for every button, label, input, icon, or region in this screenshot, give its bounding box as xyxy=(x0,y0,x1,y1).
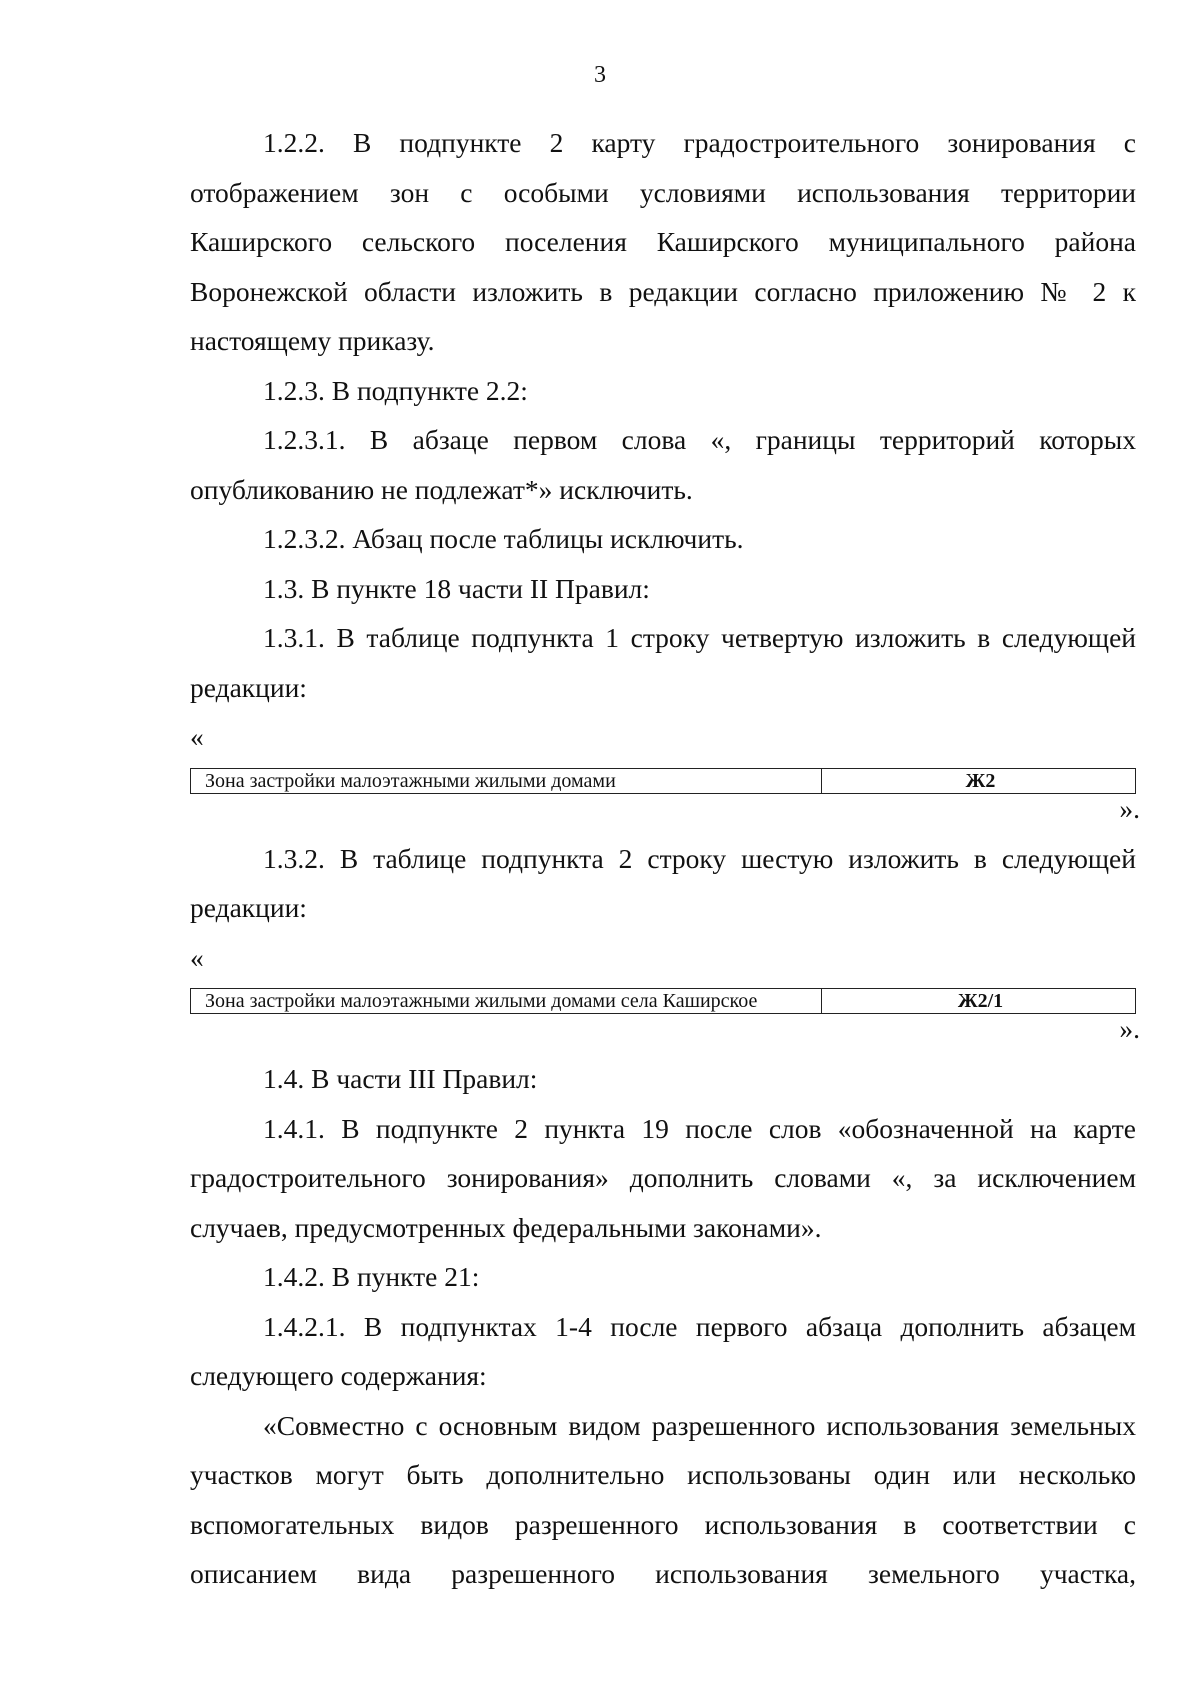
zone-code-cell: Ж2/1 xyxy=(822,989,1136,1014)
paragraph-1-3-1: 1.3.1. В таблице подпункта 1 строку четвертую изложить в следующей редакции: xyxy=(190,622,1136,703)
closing-quote: ». xyxy=(1119,1013,1140,1044)
paragraph-1-3-2: 1.3.2. В таблице подпункта 2 строку шестую изложить в следующей редакции: xyxy=(190,842,1136,923)
zone-table-1 xyxy=(190,768,1136,794)
paragraph-1-2-2: 1.2.2. В подпункте 2 карту градостроительного зонирования с отображением зон с особыми условиями использования территории Каширского сельского поселения Каширского муниципального района Воронежской области изложить в редакции согласно приложению № 2 к настоящему приказу. xyxy=(190,127,1136,356)
zone-table-2 xyxy=(190,988,1136,1014)
opening-quote: « xyxy=(190,941,204,973)
paragraph-1-2-3-2: 1.2.3.2. Абзац после таблицы исключить. xyxy=(263,523,744,554)
table-row xyxy=(191,768,1136,793)
paragraph-1-2-3-1: 1.2.3.1. В абзаце первом слова «, границы территорий которых опубликованию не подлежат*» исключить. xyxy=(190,424,1136,505)
paragraph-1-2-3: 1.2.3. В подпункте 2.2: xyxy=(263,374,528,406)
paragraph-1-3: 1.3. В пункте 18 части II Правил: xyxy=(263,572,650,604)
closing-quote: ». xyxy=(1119,792,1140,824)
zone-name-cell: Зона застройки малоэтажными жилыми домами села Каширское xyxy=(191,989,822,1014)
document-body xyxy=(190,118,1140,1599)
paragraph-1-4: 1.4. В части III Правил: xyxy=(263,1063,538,1094)
zone-code-cell: Ж2 xyxy=(822,768,1136,793)
paragraph-inserted-text: «Совместно с основным видом разрешенного использования земельных участков могут быть дополнительно использованы один или несколько вспомогательных видов разрешенного использования в соответствии с описанием вида разрешенного использования земельного участка, xyxy=(190,1409,1136,1589)
table-row xyxy=(191,989,1136,1014)
paragraph-1-4-2-1: 1.4.2.1. В подпунктах 1-4 после первого абзаца дополнить абзацем следующего содержания: xyxy=(190,1310,1136,1391)
paragraph-1-4-2: 1.4.2. В пункте 21: xyxy=(263,1261,480,1292)
opening-quote: « xyxy=(190,721,204,752)
zone-name-cell: Зона застройки малоэтажными жилыми домами xyxy=(191,768,822,793)
paragraph-1-4-1: 1.4.1. В подпункте 2 пункта 19 после слов «обозначенной на карте градостроительного зонирования» дополнить словами «, за исключением случаев, предусмотренных федеральными законами». xyxy=(190,1112,1136,1243)
page-number: 3 xyxy=(594,62,606,88)
